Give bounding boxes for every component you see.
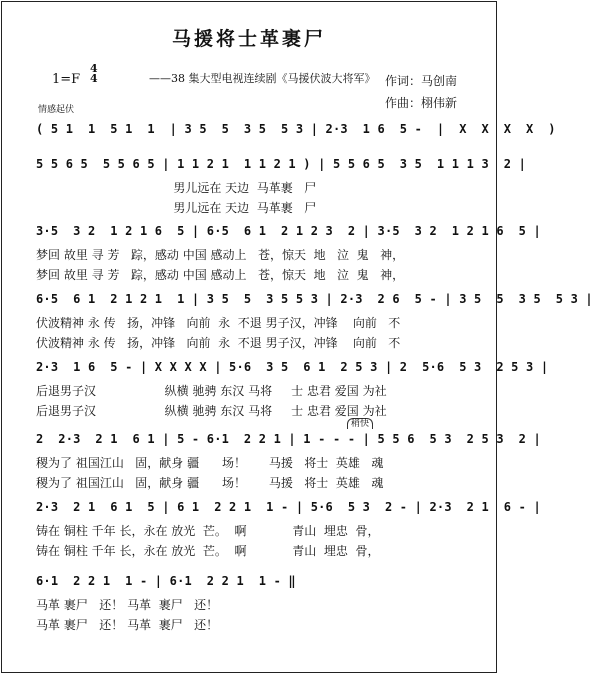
note-line: 3·5 3 2 1 2 1 6 5 | 6·5 6 1 2 1 2 3 2 | 3·5 3 2 1 2 1 6 5 |: [36, 224, 541, 238]
note-line: 2·3 1 6 5 - | X X X X | 5·6 3 5 6 1 2 5 3 | 2 5·6 5 3 2 5 3 |: [36, 360, 549, 374]
lyric-verse-2: 男儿远在 天边 马革裹 尸: [36, 201, 317, 215]
note-line: 6·5 6 1 2 1 2 1 1 | 3 5 5 3 5 5 3 | 2·3 2 6 5 - | 3 5 5 3 5 5 3 |: [36, 292, 593, 306]
note-line: 6·1 2 2 1 1 - | 6·1 2 2 1 1 - ‖: [36, 574, 296, 588]
lyric-verse-1: 马革 裹尸 还！ 马革 裹尸 还！: [36, 598, 219, 612]
lyric-verse-2: 伏波精神 永 传 扬，冲锋 向前 永 不退 男子汉，冲锋 向前 不: [36, 336, 401, 350]
key-signature: 1=F: [52, 72, 81, 87]
lyric-verse-1: 梦回 故里 寻 芳 踪，感动 中国 感动上 苍，惊天 地 泣 鬼 神，: [36, 248, 405, 262]
score-system-8: [2, 574, 498, 664]
score-sheet: [1, 1, 593, 673]
lyric-verse-2: 后退男子汉 纵横 驰骋 东汉 马将 士 忠君 爱国 为社: [36, 404, 387, 418]
lyric-verse-2: 铸在 铜柱 千年 长，永在 放光 芒。 啊 青山 埋忠 骨，: [36, 544, 380, 558]
note-line: 5 5 6 5 5 5 6 5 | 1 1 2 1 1 1 2 1 ) | 5 5 6 5 3 5 1 1 1 3 2 |: [36, 157, 527, 171]
song-title: 马援将士革裹尸: [171, 28, 326, 50]
subtitle: ——38 集大型电视连续剧《马援伏波大将军》: [149, 72, 376, 85]
lyric-verse-1: 伏波精神 永 传 扬，冲锋 向前 永 不退 男子汉，冲锋 向前 不: [36, 316, 401, 330]
lyric-verse-1: 男儿远在 天边 马革裹 尸: [36, 181, 317, 195]
lyric-verse-2: 梦回 故里 寻 芳 踪，感动 中国 感动上 苍，惊天 地 泣 鬼 神，: [36, 268, 405, 282]
note-line: ( 5 1 1 5 1 1 | 3 5 5 3 5 5 3 | 2·3 1 6 5 - | X X X X ): [36, 122, 556, 136]
lyric-verse-1: 稷为了 祖国江山 固，献身 疆 场！ 马援 将士 英雄 魂: [36, 456, 384, 470]
lyric-verse-2: 马革 裹尸 还！ 马革 裹尸 还！: [36, 618, 219, 632]
time-signature-bottom: 4: [90, 72, 98, 85]
composer-credit: 作曲：栩伟新: [385, 96, 458, 110]
lyric-verse-2: 稷为了 祖国江山 固，献身 疆 场！ 马援 将士 英雄 魂: [36, 476, 384, 490]
note-line: 2 2·3 2 1 6 1 | 5 - 6·1 2 2 1 | 1 - - - | 5 5 6 5 3 2 5 3 2 |: [36, 432, 541, 446]
time-signature: [90, 64, 98, 84]
lyric-verse-1: 铸在 铜柱 千年 长，永在 放光 芒。 啊 青山 埋忠 骨，: [36, 524, 380, 538]
tempo-tag: 稍快: [347, 418, 373, 429]
note-line: 2·3 2 1 6 1 5 | 6 1 2 2 1 1 - | 5·6 5 3 2 - | 2·3 2 1 6 - |: [36, 500, 541, 514]
time-signature-top: 4: [90, 62, 98, 75]
lyricist-credit: 作词：马创南: [385, 74, 458, 88]
expression-mark: 情感起伏: [38, 105, 75, 115]
lyric-verse-1: 后退男子汉 纵横 驰骋 东汉 马将 士 忠君 爱国 为社: [36, 384, 387, 398]
